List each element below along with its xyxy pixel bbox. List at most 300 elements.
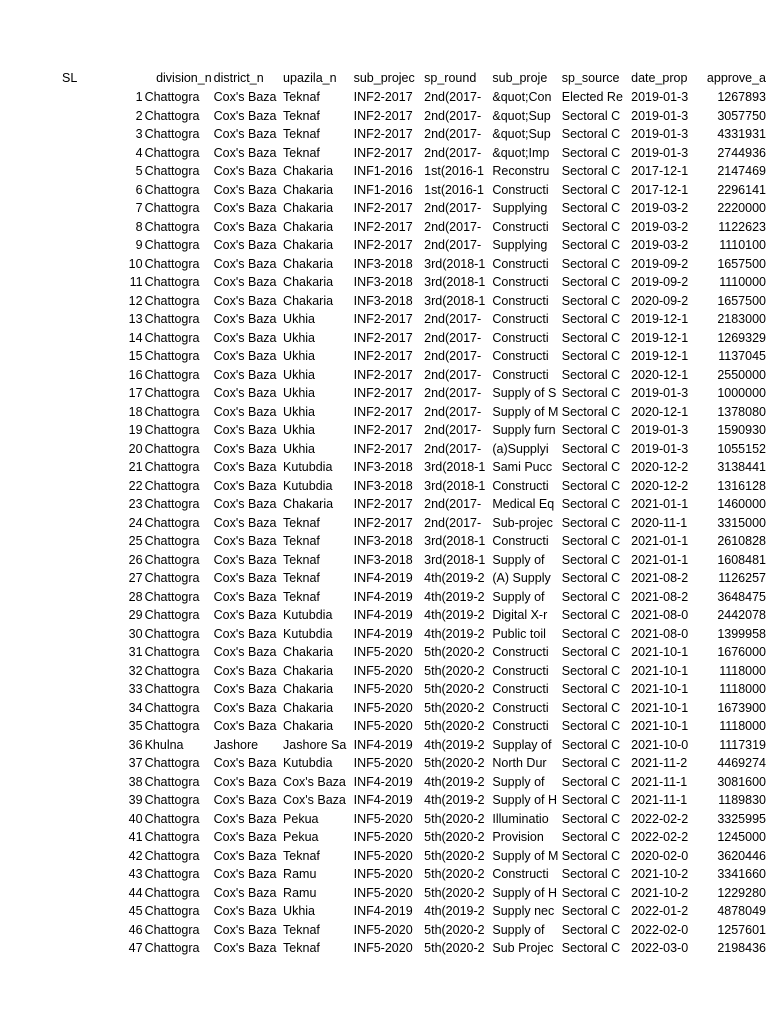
cell-sl: 25 [128,534,143,548]
cell-date-proposed: 2019-12-1 [631,312,689,326]
cell-sl: 41 [128,830,143,844]
cell-sp-source: Sectoral C [561,256,621,271]
cell-sp-round: 4th(2019-2 [424,608,485,622]
cell-sub-project-name: Supply of [492,922,545,937]
cell-sub-project-name: Constructi [492,663,549,678]
cell-sub-project: INF2-2017 [353,201,413,215]
cell-sub-project: INF5-2020 [353,682,413,696]
cell-sl: 4 [135,145,143,160]
table-row [0,88,768,107]
cell-sub-project-name: Provision [492,830,544,844]
cell-sp-source: Sectoral C [561,552,621,567]
cell-date-proposed: 2021-10-1 [631,682,689,696]
cell-district: Cox's Baza [213,774,277,789]
cell-sub-project: INF3-2018 [353,478,413,493]
cell-district: Cox's Baza [213,441,277,456]
table-row [0,625,768,644]
cell-upazila: Teknaf [283,534,320,548]
cell-sub-project-name: Medical Eq [492,497,555,511]
cell-sp-source: Sectoral C [561,941,621,955]
table-row [0,181,768,200]
cell-sp-round: 5th(2020-2 [424,682,485,696]
column-header-district: district_n [213,71,264,85]
cell-sl: 37 [128,756,143,770]
cell-date-proposed: 2021-10-0 [631,737,689,752]
cell-date-proposed: 2022-02-0 [631,922,689,937]
cell-district: Cox's Baza [213,423,277,437]
cell-sub-project-name: (a)Supplyi [492,441,549,456]
cell-sub-project-name: (A) Supply [492,571,551,585]
cell-approved-amount: 2550000 [717,367,766,382]
cell-sub-project: INF5-2020 [353,663,413,678]
cell-sub-project: INF5-2020 [353,830,413,844]
cell-upazila: Chakaria [283,238,334,252]
cell-sl: 9 [135,238,143,252]
table-row [0,828,768,847]
cell-sub-project-name: Supplying [492,238,548,252]
cell-district: Cox's Baza [213,478,277,493]
cell-sub-project: INF3-2018 [353,552,413,567]
cell-division: Chattogra [144,423,200,437]
cell-district: Cox's Baza [213,682,277,696]
cell-sl: 39 [128,793,143,807]
cell-approved-amount: 1189830 [718,793,766,807]
table-row [0,717,768,736]
cell-date-proposed: 2021-08-2 [631,589,689,604]
cell-approved-amount: 1257601 [717,922,766,937]
cell-sp-round: 4th(2019-2 [424,737,485,752]
cell-sp-round: 3rd(2018-1 [424,275,486,289]
table-row [0,902,768,921]
cell-upazila: Chakaria [283,219,334,234]
cell-approved-amount: 4331931 [717,127,766,141]
cell-district: Cox's Baza [213,127,277,141]
table-row [0,569,768,588]
cell-upazila: Chakaria [283,497,334,511]
table-row [0,680,768,699]
cell-approved-amount: 1269329 [717,330,766,345]
cell-division: Chattogra [144,182,200,197]
cell-sub-project: INF5-2020 [353,848,413,863]
cell-division: Chattogra [144,830,200,844]
cell-upazila: Ukhia [283,404,316,419]
cell-upazila: Ukhia [283,904,316,918]
cell-sub-project-name: Sub Projec [492,941,554,955]
cell-upazila: Chakaria [283,645,334,659]
cell-sl: 23 [128,497,143,511]
cell-upazila: Teknaf [283,145,320,160]
cell-division: Chattogra [144,330,200,345]
cell-sp-source: Sectoral C [561,756,621,770]
cell-district: Cox's Baza [213,108,277,123]
cell-sub-project: INF3-2018 [353,293,413,308]
cell-sp-round: 2nd(2017- [424,145,482,160]
cell-sub-project-name: Constructi [492,275,549,289]
cell-division: Chattogra [144,552,200,567]
table-row [0,477,768,496]
cell-sub-project: INF2-2017 [353,127,413,141]
cell-sub-project-name: Supplay of [492,737,552,752]
cell-sp-round: 4th(2019-2 [424,626,485,641]
cell-sub-project: INF4-2019 [353,608,413,622]
cell-upazila: Ukhia [283,423,316,437]
cell-approved-amount: 3620446 [717,848,766,863]
cell-upazila: Chakaria [283,700,334,715]
cell-sp-round: 2nd(2017- [424,238,482,252]
cell-sub-project-name: Constructi [492,367,549,382]
cell-sl: 7 [135,201,143,215]
cell-upazila: Ukhia [283,386,316,400]
cell-approved-amount: 1118000 [719,663,766,678]
cell-date-proposed: 2021-10-2 [631,885,689,900]
cell-sub-project: INF5-2020 [353,885,413,900]
cell-sl: 28 [128,589,143,604]
cell-sub-project: INF5-2020 [353,867,413,881]
cell-approved-amount: 1117319 [719,737,766,752]
cell-date-proposed: 2020-09-2 [631,293,689,308]
cell-sp-round: 5th(2020-2 [424,885,485,900]
cell-division: Chattogra [144,145,200,160]
cell-upazila: Kutubdia [283,608,333,622]
cell-approved-amount: 1460000 [717,497,766,511]
cell-division: Chattogra [144,515,200,530]
cell-upazila: Ukhia [283,312,316,326]
cell-sub-project-name: Reconstru [492,164,550,178]
cell-sp-round: 5th(2020-2 [424,663,485,678]
cell-date-proposed: 2020-12-2 [631,478,689,493]
table-row [0,403,768,422]
cell-district: Cox's Baza [213,145,277,160]
cell-sub-project-name: Supply of M [492,848,559,863]
cell-sub-project: INF2-2017 [353,497,413,511]
cell-sl: 20 [128,441,143,456]
cell-sub-project-name: Constructi [492,478,549,493]
cell-sub-project: INF2-2017 [353,219,413,234]
cell-sub-project: INF4-2019 [353,793,413,807]
table-row [0,144,768,163]
cell-sub-project: INF5-2020 [353,700,413,715]
cell-sp-round: 5th(2020-2 [424,719,485,733]
cell-sub-project: INF2-2017 [353,90,413,104]
cell-sub-project-name: Supply of H [492,885,557,900]
cell-sp-round: 5th(2020-2 [424,848,485,863]
cell-sp-source: Sectoral C [561,478,621,493]
cell-sub-project-name: Supply of [492,552,545,567]
cell-date-proposed: 2022-03-0 [631,941,689,955]
cell-sub-project-name: Supply of H [492,793,557,807]
cell-division: Khulna [144,737,184,752]
cell-upazila: Teknaf [283,515,320,530]
cell-upazila: Teknaf [283,922,320,937]
cell-date-proposed: 2019-03-2 [631,219,689,234]
cell-sub-project: INF2-2017 [353,349,413,363]
cell-upazila: Chakaria [283,663,334,678]
cell-sp-round: 3rd(2018-1 [424,256,486,271]
cell-upazila: Cox's Baza [283,774,346,789]
cell-sub-project: INF2-2017 [353,386,413,400]
cell-district: Cox's Baza [213,756,277,770]
table-row [0,310,768,329]
cell-approved-amount: 1229280 [717,885,766,900]
cell-sub-project: INF1-2016 [353,164,413,178]
cell-sub-project: INF2-2017 [353,367,413,382]
cell-approved-amount: 1126257 [718,571,766,585]
cell-division: Chattogra [144,293,200,308]
cell-sub-project-name: Illuminatio [492,811,549,826]
cell-approved-amount: 1378080 [717,404,766,419]
cell-date-proposed: 2021-08-0 [631,626,689,641]
cell-division: Chattogra [144,663,200,678]
cell-approved-amount: 2183000 [717,312,766,326]
cell-sp-round: 2nd(2017- [424,367,482,382]
cell-upazila: Teknaf [283,589,320,604]
cell-district: Cox's Baza [213,386,277,400]
cell-sub-project-name: &quot;Sup [492,127,551,141]
cell-upazila: Teknaf [283,571,320,585]
table-row [0,643,768,662]
cell-approved-amount: 1055152 [717,441,766,456]
cell-district: Cox's Baza [213,830,277,844]
cell-sub-project-name: Supplying [492,201,548,215]
cell-date-proposed: 2021-10-1 [631,645,689,659]
cell-sp-round: 2nd(2017- [424,201,482,215]
cell-sp-source: Sectoral C [561,238,621,252]
table-row [0,329,768,348]
cell-upazila: Kutubdia [283,756,333,770]
cell-division: Chattogra [144,941,200,955]
cell-upazila: Kutubdia [283,478,333,493]
cell-sl: 2 [135,108,143,123]
cell-upazila: Ukhia [283,330,316,345]
cell-sp-source: Sectoral C [561,367,621,382]
column-header-sp-round: sp_round [424,71,477,85]
cell-sl: 1 [135,90,143,104]
cell-date-proposed: 2019-09-2 [631,256,689,271]
cell-sp-round: 3rd(2018-1 [424,552,486,567]
cell-sp-source: Sectoral C [561,793,621,807]
cell-sub-project: INF3-2018 [353,460,413,474]
cell-upazila: Pekua [283,811,319,826]
cell-sub-project-name: Constructi [492,534,549,548]
cell-sp-source: Sectoral C [561,108,621,123]
table-row [0,292,768,311]
cell-sl: 34 [128,700,143,715]
table-row [0,495,768,514]
cell-sub-project-name: Constructi [492,293,549,308]
cell-district: Cox's Baza [213,497,277,511]
cell-sub-project: INF2-2017 [353,330,413,345]
cell-division: Chattogra [144,608,200,622]
cell-sl: 33 [128,682,143,696]
cell-sl: 43 [128,867,143,881]
cell-division: Chattogra [144,756,200,770]
cell-division: Chattogra [144,904,200,918]
cell-sub-project: INF3-2018 [353,256,413,271]
cell-sp-source: Sectoral C [561,201,621,215]
cell-district: Cox's Baza [213,645,277,659]
cell-sl: 35 [128,719,143,733]
cell-upazila: Pekua [283,830,319,844]
column-header-upazila: upazila_n [283,71,337,85]
cell-date-proposed: 2019-12-1 [631,330,689,345]
cell-sp-source: Sectoral C [561,663,621,678]
cell-date-proposed: 2019-01-3 [631,441,689,456]
column-header-sl: SL [62,71,78,85]
column-header-division: division_n [156,71,212,85]
cell-sp-source: Elected Re [561,90,623,104]
cell-division: Chattogra [144,404,200,419]
cell-division: Chattogra [144,571,200,585]
cell-division: Chattogra [144,534,200,548]
cell-district: Cox's Baza [213,626,277,641]
cell-sp-round: 2nd(2017- [424,349,482,363]
cell-approved-amount: 1267893 [717,90,766,104]
cell-sub-project-name: Constructi [492,719,549,733]
cell-sl: 8 [135,219,143,234]
table-row [0,421,768,440]
cell-date-proposed: 2022-01-2 [631,904,689,918]
cell-sp-round: 2nd(2017- [424,515,482,530]
cell-district: Cox's Baza [213,256,277,271]
cell-sl: 3 [135,127,143,141]
cell-sp-source: Sectoral C [561,182,621,197]
cell-sp-round: 2nd(2017- [424,497,482,511]
cell-date-proposed: 2020-12-1 [631,404,689,419]
cell-sp-source: Sectoral C [561,571,621,585]
cell-approved-amount: 1676000 [717,645,766,659]
column-header-sub-project-name: sub_proje [492,71,548,85]
cell-division: Chattogra [144,275,200,289]
cell-sp-round: 5th(2020-2 [424,700,485,715]
cell-date-proposed: 2021-11-2 [631,756,688,770]
cell-sp-round: 2nd(2017- [424,404,482,419]
cell-sp-source: Sectoral C [561,145,621,160]
cell-sp-source: Sectoral C [561,349,621,363]
cell-sp-round: 4th(2019-2 [424,589,485,604]
table-row [0,107,768,126]
cell-sl: 31 [128,645,143,659]
table-row [0,791,768,810]
cell-division: Chattogra [144,700,200,715]
cell-date-proposed: 2021-10-2 [631,867,689,881]
cell-district: Cox's Baza [213,293,277,308]
cell-sub-project: INF2-2017 [353,404,413,419]
cell-sp-round: 4th(2019-2 [424,904,485,918]
cell-date-proposed: 2020-12-1 [631,367,689,382]
cell-division: Chattogra [144,645,200,659]
cell-district: Cox's Baza [213,90,277,104]
cell-district: Cox's Baza [213,404,277,419]
cell-sub-project-name: Constructi [492,312,549,326]
cell-sp-source: Sectoral C [561,885,621,900]
cell-approved-amount: 3325995 [717,811,766,826]
cell-sub-project-name: Supply of [492,774,545,789]
cell-approved-amount: 1110100 [719,238,766,252]
table-row [0,736,768,755]
cell-sp-round: 2nd(2017- [424,108,482,123]
cell-sl: 13 [128,312,143,326]
cell-sp-source: Sectoral C [561,293,621,308]
cell-district: Cox's Baza [213,904,277,918]
cell-sub-project: INF4-2019 [353,904,413,918]
cell-sp-source: Sectoral C [561,922,621,937]
cell-district: Cox's Baza [213,922,277,937]
cell-date-proposed: 2021-11-1 [631,774,688,789]
table-row [0,921,768,940]
cell-division: Chattogra [144,108,200,123]
cell-sp-source: Sectoral C [561,848,621,863]
cell-approved-amount: 1657500 [717,256,766,271]
cell-division: Chattogra [144,867,200,881]
cell-sub-project: INF4-2019 [353,626,413,641]
cell-division: Chattogra [144,238,200,252]
cell-division: Chattogra [144,312,200,326]
table-row [0,199,768,218]
cell-sl: 40 [128,811,143,826]
cell-upazila: Teknaf [283,941,320,955]
cell-district: Cox's Baza [213,275,277,289]
cell-date-proposed: 2019-01-3 [631,386,689,400]
cell-division: Chattogra [144,349,200,363]
cell-sp-source: Sectoral C [561,700,621,715]
cell-sl: 45 [128,904,143,918]
cell-upazila: Ukhia [283,441,316,456]
cell-district: Cox's Baza [213,349,277,363]
cell-approved-amount: 3315000 [717,515,766,530]
cell-approved-amount: 4878049 [717,904,766,918]
cell-division: Chattogra [144,922,200,937]
cell-approved-amount: 1316128 [717,478,766,493]
cell-sl: 32 [128,663,143,678]
cell-district: Cox's Baza [213,719,277,733]
cell-sub-project: INF2-2017 [353,441,413,456]
cell-division: Chattogra [144,478,200,493]
cell-sp-source: Sectoral C [561,811,621,826]
cell-sub-project: INF1-2016 [353,182,413,197]
cell-upazila: Chakaria [283,201,334,215]
cell-district: Cox's Baza [213,663,277,678]
cell-sub-project: INF5-2020 [353,756,413,770]
cell-sub-project-name: Constructi [492,700,549,715]
cell-division: Chattogra [144,848,200,863]
table-row [0,384,768,403]
cell-district: Cox's Baza [213,608,277,622]
cell-sl: 38 [128,774,143,789]
cell-division: Chattogra [144,682,200,696]
cell-sub-project: INF5-2020 [353,811,413,826]
cell-district: Cox's Baza [213,219,277,234]
cell-district: Cox's Baza [213,571,277,585]
cell-sp-source: Sectoral C [561,219,621,234]
table-row [0,865,768,884]
cell-sp-round: 3rd(2018-1 [424,478,486,493]
cell-sl: 24 [128,515,143,530]
cell-sl: 42 [128,848,143,863]
cell-sl: 44 [128,885,143,900]
cell-sub-project-name: Constructi [492,182,549,197]
cell-date-proposed: 2019-01-3 [631,145,689,160]
cell-approved-amount: 2610828 [717,534,766,548]
cell-sub-project: INF5-2020 [353,719,413,733]
cell-sp-round: 5th(2020-2 [424,922,485,937]
table-row [0,162,768,181]
cell-upazila: Teknaf [283,108,320,123]
cell-upazila: Ramu [283,867,317,881]
cell-approved-amount: 3341660 [717,867,766,881]
cell-approved-amount: 1657500 [717,293,766,308]
cell-sl: 16 [128,367,143,382]
cell-sub-project: INF5-2020 [353,645,413,659]
